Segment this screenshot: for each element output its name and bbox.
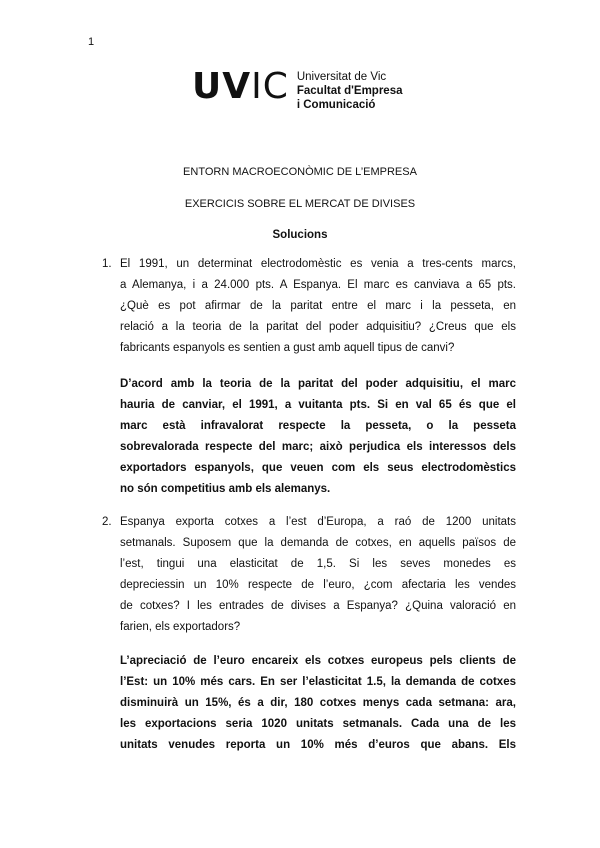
question-line: ¿Què es pot afirmar de la paritat entre el marc i la pesseta, en <box>120 300 516 312</box>
section-heading: Solucions <box>272 229 328 241</box>
answer-line: sobrevalorada respecte del marc; això perjudica els interessos dels <box>120 441 516 453</box>
page-number: 1 <box>88 36 95 48</box>
logo-mark <box>192 68 289 106</box>
logo-university-name: Universitat de Vic <box>296 71 387 83</box>
question-line: setmanals. Suposem que la demanda de cotxes, en aquells països de <box>120 537 516 549</box>
logo-text <box>297 70 403 112</box>
exercise-2-answer <box>120 651 516 756</box>
logo-mark-bold: UV <box>192 66 252 107</box>
question-line: l’est, tingui una elasticitat de 1,5. Si les seves monedes es <box>120 558 516 570</box>
answer-line: les exportacions seria 1020 unitats setmanals. Cada una de les <box>120 718 516 730</box>
exercise-1-number: 1. <box>102 258 112 270</box>
exercise-1-answer <box>120 374 516 500</box>
question-line: El 1991, un determinat electrodomèstic es venia a tres-cents marcs, <box>120 258 516 270</box>
question-line: fabricants espanyols es sentien a gust amb aquell tipus de canvi? <box>120 342 455 354</box>
document-subtitle: EXERCICIS SOBRE EL MERCAT DE DIVISES <box>184 198 416 210</box>
answer-line: L’apreciació de l’euro encareix els cotxes europeus pels clients de <box>120 655 516 667</box>
answer-line: unitats venudes reporta un 10% més d’euros que abans. Els <box>120 739 516 751</box>
answer-line: no són competitius amb els alemanys. <box>120 483 331 495</box>
logo-mark-light: IC <box>251 66 289 107</box>
logo-faculty-name-cont: i Comunicació <box>296 99 376 111</box>
question-line: a Alemanya, i a 24.000 pts. A Espanya. El marc es canviava a 65 pts. <box>120 279 516 291</box>
document-title: ENTORN MACROECONÒMIC DE L’EMPRESA <box>183 166 417 178</box>
answer-line: marc està infravalorat respecte la pesseta, o la pesseta <box>120 420 516 432</box>
exercise-2-number: 2. <box>102 516 112 528</box>
answer-line: exportadors espanyols, que veuen com els seus electrodomèstics <box>120 462 516 474</box>
university-logo <box>192 68 403 112</box>
answer-line: l’Est: un 10% més cars. En ser l’elasticitat 1.5, la demanda de cotxes <box>120 676 516 688</box>
question-line: relació a la teoria de la paritat del poder adquisitiu? ¿Creus que els <box>120 321 516 333</box>
question-line: de cotxes? I les entrades de divises a Espanya? ¿Quina valoració en <box>120 600 516 612</box>
answer-line: disminuirà un 15%, és a dir, 180 cotxes menys cada setmana: ara, <box>120 697 516 709</box>
answer-line: D’acord amb la teoria de la paritat del poder adquisitiu, el marc <box>120 378 516 390</box>
exercise-1-question <box>88 254 516 359</box>
question-line: Espanya exporta cotxes a l’est d’Europa, a raó de 1200 unitats <box>120 516 516 528</box>
logo-faculty-name: Facultat d'Empresa <box>296 85 403 97</box>
question-line: depreciessin un 10% respecte de l’euro, ¿com afectaria les vendes <box>120 579 516 591</box>
answer-line: hauria de canviar, el 1991, a vuitanta pts. Si en val 65 és que el <box>120 399 516 411</box>
question-line: farien, els exportadors? <box>120 621 241 633</box>
exercise-2-question <box>88 512 516 638</box>
